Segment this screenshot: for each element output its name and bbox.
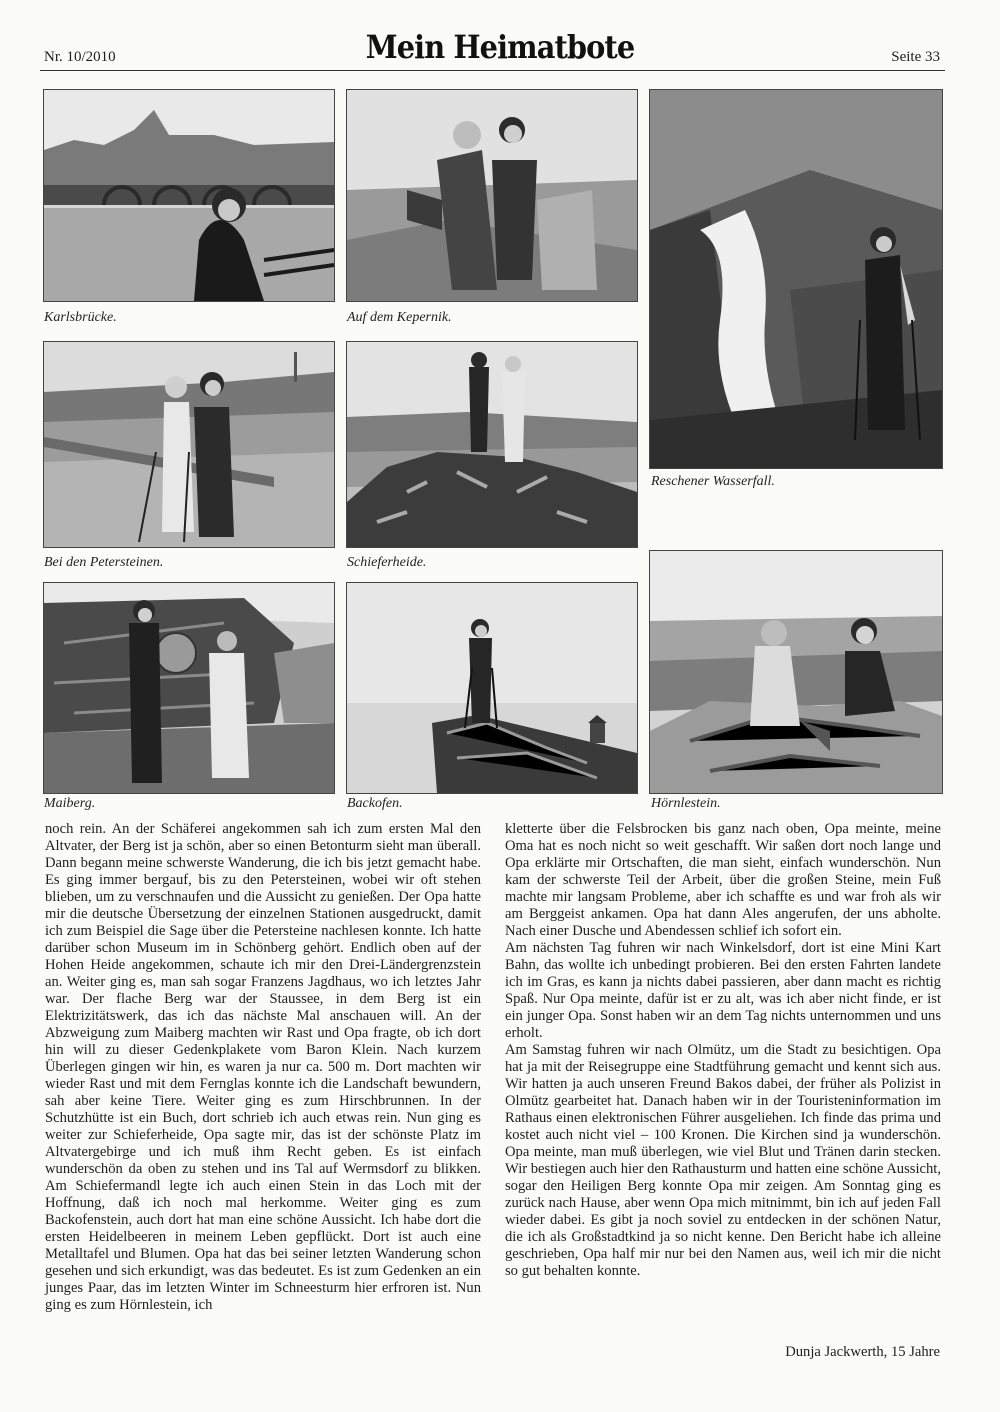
article-column-left (45, 821, 481, 1314)
article-paragraph: noch rein. An der Schäferei angekommen sah ich zum ersten Mal den Altvater, der Berg ist ja schön, aber so einen Betonturm sieht man überall. Dann begann meine schwerste Wanderung, die ich bis jetzt gemacht habe. Es ging immer bergauf, bis zu den Petersteinen, wobei wir oft stehen blieben, um zu verschnaufen und die Aussicht zu genießen. Der Opa hatte mir die deutsche Übersetzung der einzelnen Stationen ausgedruckt, damit ich zum Beispiel die Sage über die Petersteine nachlesen konnte. Ich hatte darüber schon Museum im in Schönberg gehört. Endlich oben auf der Hohen Heide angekommen, schaute ich mir den Drei-Ländergrenzstein an. Weiter ging es, man sah sogar Franzens Jagdhaus, wo ich letztes Jahr war. Der flache Berg war der Staussee, in dem Berg ist ein Elektrizitätswerk, das ich das nächste Mal anschauen will. An der Abzweigung zum Maiberg machten wir Rast und Opa fragte, ob ich dort hin will zu dieser Gedenkplakete vom Baron Klein. Nach kurzem Überlegen gingen wir hin, es waren ja nur ca. 500 m. Dort machten wir wieder Rast und mit dem Fernglas konnte ich die Landschaft bewundern, sah aber keine Tiere. Weiter ging es zum Hirschbrunnen. In der Schutzhütte ist ein Buch, dort schrieb ich auch etwas rein. Nun ging es weiter zur Schieferheide, Opa sagte mir, das ist der schönste Platz im Altvatergebirge und ich muß ihm Recht geben. Es ist einfach wunderschön da oben zu stehen und ins Tal auf Wermsdorf zu blikken. Am Schiefermandl legte ich auch einen Stein in das Loch mit der Hoffnung, daß ich noch mal herkomme. Weiter ging es zum Backofenstein, auch dort hat man eine schöne Aussicht. Ich habe dort die ersten Heidelbeeren in meinem Leben gepflückt. Dort ist auch eine Metalltafel und Blumen. Opa hat das bei seiner letzten Wanderung schon gesehen und sich erkundigt, was das bedeutet. Es ist zum Gedenken an ein junges Paar, das im letzten Winter im Schneesturm hier erfroren ist. Nun ging es zum Hörnlestein, ich (45, 821, 481, 1313)
photo-caption: Hörnlestein. (651, 796, 721, 811)
photo-caption: Karlsbrücke. (44, 310, 117, 325)
photo-petersteine (43, 341, 335, 548)
photo-caption: Reschener Wasserfall. (651, 474, 775, 489)
photo-caption: Maiberg. (44, 796, 96, 811)
photo-caption: Auf dem Kepernik. (347, 310, 452, 325)
page-number: Seite 33 (891, 49, 940, 65)
photo-reschener-wasserfall (649, 89, 943, 469)
photo-caption: Backofen. (347, 796, 403, 811)
issue-number: Nr. 10/2010 (44, 49, 116, 65)
article-paragraph: Am nächsten Tag fuhren wir nach Winkelsdorf, dort ist eine Mini Kart Bahn, das wollte ich unbedingt probieren. Bei den ersten Fahrten landete ich im Gras, es kann ja nichts dabei passieren, aber dann macht es richtig Spaß. Nur Opa meinte, dafür ist er zu alt, was ich aber nicht finde, er ist ein junger Opa. Sonst haben wir an dem Tag nichts unternommen und uns erholt. (505, 940, 941, 1041)
article-paragraph: kletterte über die Felsbrocken bis ganz nach oben, Opa meinte, meine Oma hat es noch nicht so weit geschafft. Wir saßen dort noch lange und Opa erklärte mir Ortschaften, die man sieht, einfach wunderschön. Nun kam der schwerste Teil der Arbeit, über die großen Steine, mein Fuß machte mir langsam Probleme, aber ich schaffte es und war froh als wir am Berggeist ankamen. Opa hat dann Ales angerufen, der uns abholte. Nach einer Dusche und Abendessen schlief ich sofort ein. (505, 821, 941, 939)
photo-backofen (346, 582, 638, 794)
photo-caption: Schieferheide. (347, 555, 427, 570)
photo-kepernik (346, 89, 638, 302)
photo-maiberg (43, 582, 335, 794)
photo-karlsbruecke (43, 89, 335, 302)
article-paragraph: Am Samstag fuhren wir nach Olmütz, um die Stadt zu besichtigen. Opa hat ja mit der Reisegruppe eine Stadtführung gemacht und kennt sich aus. Wir hatten ja auch unseren Freund Bakos dabei, der früher als Polizist in Olmütz gearbeitet hat. Danach haben wir in der Touristeninformation im Rathaus einen elektronischen Führer ausgeliehen. Ich finde das prima und kostet auch nicht viel – 100 Kronen. Die Kirchen sind ja wunderschön. Opa meinte, man muß überlegen, wie viel Blut und Tränen darin stecken. Wir bestiegen auch hier den Rathausturm und hatten eine schöne Aussicht, sogar den Heiligen Berg konnte Opa mir zeigen. Am Sonntag ging es zurück nach Hause, aber wenn Opa mich mitnimmt, bin ich auf jeden Fall wieder dabei. Es gibt ja noch soviel zu entdecken in der schönen Natur, die ich als Großstadtkind ja so nicht kenne. Den Bericht habe ich alleine geschrieben, Opa half mir nur bei den Namen aus, weil ich mir die nicht so gut behalten konnte. (505, 1042, 941, 1279)
photo-schieferheide (346, 341, 638, 548)
author-signature: Dunja Jackwerth, 15 Jahre (785, 1344, 940, 1360)
photo-hoernlestein (649, 550, 943, 794)
header-rule (40, 70, 945, 71)
masthead-title: Mein Heimatbote (365, 28, 635, 66)
article-column-right (505, 821, 941, 1280)
photo-caption: Bei den Petersteinen. (44, 555, 164, 570)
